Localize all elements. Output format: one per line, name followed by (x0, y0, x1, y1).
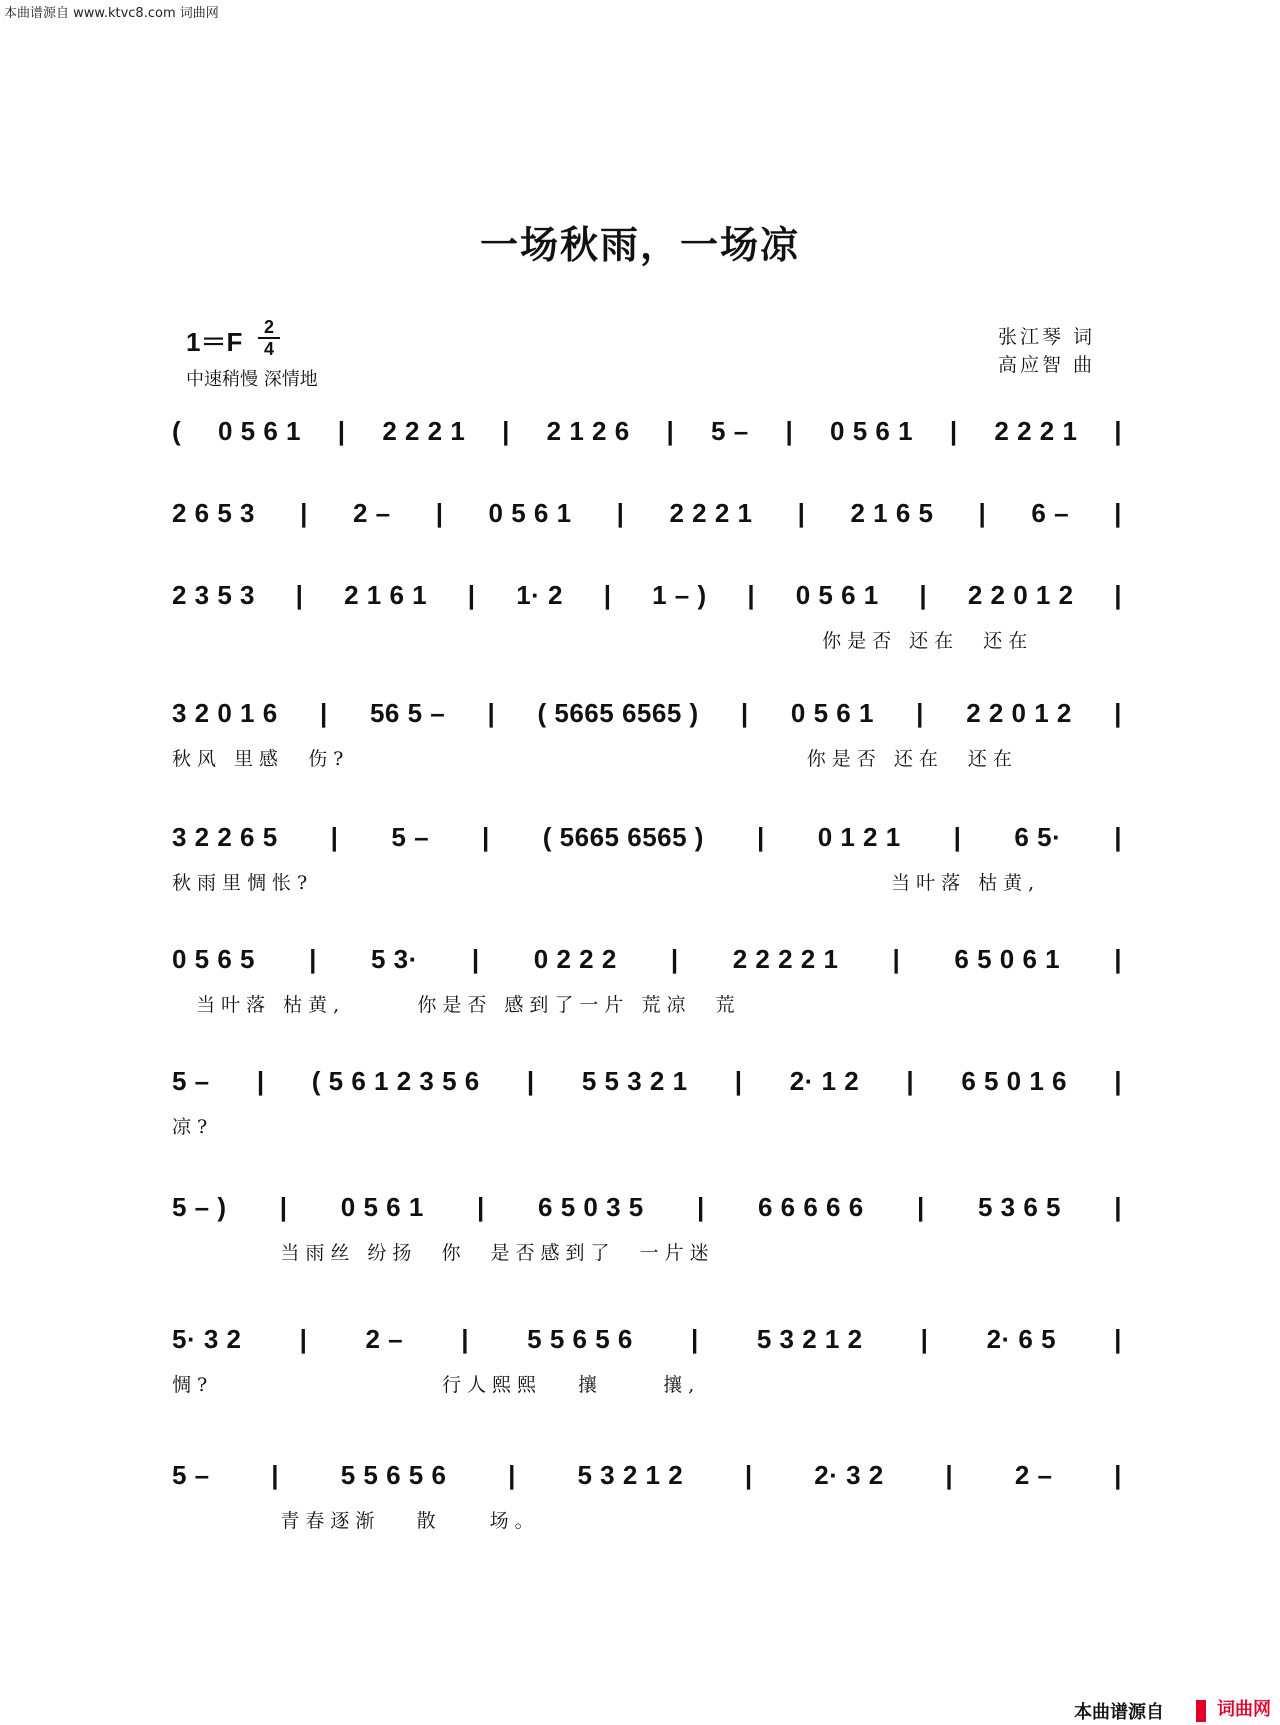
row-notes (172, 416, 1122, 447)
note-group: 0 5 6 1 (340, 1192, 424, 1222)
note-group: 0 1 2 1 (817, 822, 901, 852)
barline: | (1114, 1066, 1122, 1096)
lyricist-credit: 张江琴 词 (998, 326, 1096, 348)
barline: | (797, 498, 806, 528)
footer-source-label: 本曲谱源自 (1074, 1702, 1164, 1723)
barline: | (978, 498, 987, 528)
barline: | (502, 416, 510, 446)
barline: | (1114, 580, 1122, 610)
note-group: 0 5 6 1 (217, 416, 301, 446)
note-group: 2 1 6 1 (344, 580, 428, 610)
note-group: 3 2 0 1 6 (172, 698, 278, 728)
barline: | (1114, 698, 1122, 728)
note-group: 2· 3 2 (814, 1460, 884, 1490)
barline: | (945, 1460, 954, 1490)
note-group: 5 5 6 5 6 (340, 1460, 447, 1490)
row-notes (172, 822, 1122, 853)
barline: | (892, 944, 901, 974)
key-signature: 1＝F (186, 327, 243, 357)
note-group: 2 2 0 1 2 (966, 698, 1072, 728)
note-group: 5 3 2 1 2 (756, 1324, 863, 1354)
barline: | (734, 1066, 743, 1096)
barline: | (1114, 1324, 1122, 1354)
barline: | (949, 416, 958, 446)
barline: | (1114, 416, 1122, 446)
note-group: 1 – ) (652, 580, 707, 610)
barline: | (603, 580, 612, 610)
note-group: 56 5 – (369, 698, 446, 728)
note-group: 0 5 6 5 (172, 944, 256, 974)
barline: | (744, 1460, 753, 1490)
note-group: 0 5 6 1 (488, 498, 572, 528)
note-group: 5 – (711, 416, 749, 446)
source-watermark: 本曲谱源自 www.ktvc8.com 词曲网 (4, 6, 219, 21)
barline: | (482, 822, 490, 852)
barline: | (256, 1066, 265, 1096)
notation-row-6 (172, 944, 1122, 1034)
barline: | (309, 944, 317, 974)
note-group: ( 5665 6565 ) (542, 822, 704, 852)
note-group: 5 – (391, 822, 430, 852)
barline: | (508, 1460, 516, 1490)
note-group: 2 – (365, 1324, 404, 1354)
note-group: 5 – ) (172, 1192, 227, 1222)
note-group: 3 2 2 6 5 (172, 822, 278, 852)
row-lyrics: 青春逐渐 散 场。 (172, 1510, 540, 1532)
time-signature-top: 2 (263, 317, 274, 337)
barline: | (696, 1192, 705, 1222)
barline: | (271, 1460, 280, 1490)
note-group: 5 3· (370, 944, 418, 974)
note-group: 2 1 2 6 (546, 416, 630, 446)
barline: | (471, 944, 480, 974)
barline: | (330, 822, 339, 852)
barline: | (1114, 822, 1122, 852)
notation-row-4 (172, 698, 1122, 788)
barline: | (690, 1324, 699, 1354)
barline: | (906, 1066, 915, 1096)
note-group: 6 5· (1014, 822, 1062, 852)
note-group: 0 5 6 1 (830, 416, 914, 446)
note-group: 5 – (172, 1460, 210, 1490)
barline: | (477, 1192, 485, 1222)
note-group: 5 3 2 1 2 (577, 1460, 684, 1490)
row-notes (172, 1066, 1122, 1097)
barline: | (1114, 498, 1122, 528)
barline: | (337, 416, 346, 446)
note-group: 5 – (172, 1066, 210, 1096)
note-group: 0 2 2 2 (533, 944, 617, 974)
notation-row-5 (172, 822, 1122, 912)
note-group: ( 5665 6565 ) (537, 698, 699, 728)
barline: | (319, 698, 328, 728)
barline: | (1114, 944, 1122, 974)
notation-row-1 (172, 416, 1122, 506)
note-group: 5· 3 2 (172, 1324, 242, 1354)
barline: | (487, 698, 496, 728)
note-group: 0 5 6 1 (790, 698, 874, 728)
note-group: ( 5 6 1 2 3 5 6 (311, 1066, 480, 1096)
row-notes (172, 580, 1122, 611)
row-notes (172, 944, 1122, 975)
barline: | (920, 1324, 929, 1354)
note-group: 2 2 2 2 1 (732, 944, 839, 974)
note-group: 2· 6 5 (986, 1324, 1057, 1354)
note-group: 6 – (1031, 498, 1070, 528)
note-group: ( (172, 416, 182, 446)
note-group: 2· 1 2 (789, 1066, 860, 1096)
note-group: 2 – (352, 498, 391, 528)
footer-site-logo: 词曲网 (1208, 1696, 1280, 1724)
row-lyrics: 秋风 里感 伤? 你是否 还在 还在 (172, 748, 1018, 770)
time-signature (258, 318, 280, 358)
note-group: 2 2 2 1 (669, 498, 753, 528)
note-group: 5 3 6 5 (977, 1192, 1061, 1222)
barline: | (785, 416, 794, 446)
note-group: 6 5 0 6 1 (954, 944, 1061, 974)
notation-row-2 (172, 498, 1122, 588)
note-group: 2 1 6 5 (850, 498, 934, 528)
row-lyrics: 凉? (172, 1116, 214, 1138)
note-group: 6 5 0 1 6 (961, 1066, 1068, 1096)
barline: | (740, 698, 749, 728)
barline: | (1114, 1192, 1122, 1222)
barline: | (666, 416, 675, 446)
row-notes (172, 1192, 1122, 1223)
barline: | (279, 1192, 288, 1222)
note-group: 5 5 3 2 1 (581, 1066, 688, 1096)
note-group: 2 2 2 1 (382, 416, 466, 446)
barline: | (461, 1324, 470, 1354)
row-notes (172, 1460, 1122, 1491)
row-lyrics: 你是否 还在 还在 (172, 630, 1034, 652)
note-group: 5 5 6 5 6 (527, 1324, 633, 1354)
row-notes (172, 1324, 1122, 1355)
note-group: 0 5 6 1 (795, 580, 879, 610)
barline: | (299, 1324, 308, 1354)
row-lyrics: 惆? 行人熙熙 攘 攘, (172, 1374, 701, 1396)
row-notes (172, 498, 1122, 529)
barline: | (953, 822, 962, 852)
note-group: 1· 2 (516, 580, 564, 610)
barline: | (526, 1066, 535, 1096)
row-lyrics: 当雨丝 纷扬 你 是否感到了 一片迷 (172, 1242, 715, 1264)
barline: | (916, 698, 924, 728)
row-lyrics: 当叶落 枯黄, 你是否 感到了一片 荒凉 荒 (172, 994, 741, 1016)
composer-credit: 高应智 曲 (998, 354, 1096, 376)
barline: | (467, 580, 476, 610)
time-signature-bottom: 4 (263, 339, 274, 359)
notation-row-8 (172, 1192, 1122, 1282)
barline: | (295, 580, 304, 610)
barline: | (916, 1192, 925, 1222)
song-title: 一场秋雨，一场凉 (479, 222, 800, 267)
note-group: 6 5 0 3 5 (538, 1192, 644, 1222)
notation-row-7 (172, 1066, 1122, 1156)
barline: | (756, 822, 765, 852)
barline: | (747, 580, 756, 610)
notation-row-9 (172, 1324, 1122, 1414)
note-group: 6 6 6 6 6 (758, 1192, 864, 1222)
row-notes (172, 698, 1122, 729)
notation-row-10 (172, 1460, 1122, 1550)
footer-brand-mark (1196, 1700, 1206, 1722)
barline: | (616, 498, 625, 528)
tempo-marking: 中速稍慢 深情地 (186, 369, 318, 390)
notation-row-3 (172, 580, 1122, 670)
note-group: 2 2 2 1 (994, 416, 1078, 446)
barline: | (919, 580, 928, 610)
note-group: 2 6 5 3 (172, 498, 256, 528)
note-group: 2 2 0 1 2 (967, 580, 1074, 610)
barline: | (1114, 1460, 1122, 1490)
note-group: 2 – (1014, 1460, 1053, 1490)
note-group: 2 3 5 3 (172, 580, 256, 610)
barline: | (300, 498, 308, 528)
barline: | (435, 498, 444, 528)
row-lyrics: 秋雨里惆怅? 当叶落 枯黄, (172, 872, 1041, 894)
barline: | (670, 944, 679, 974)
